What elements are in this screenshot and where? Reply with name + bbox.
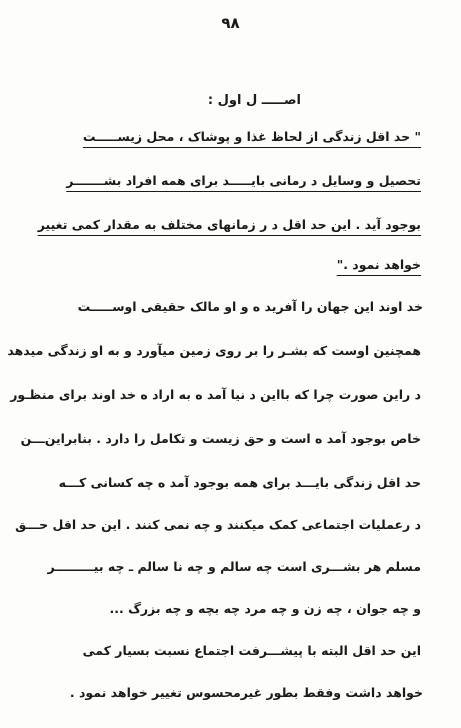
- paragraph-1-line-6: د رعملیات اجتماعی کمک میکنند و چه نمی کنند . این حد اقل حـــق: [15, 517, 421, 532]
- paragraph-1-line-3: د راین صورت چرا که بااین د نیا آمد ه به اراد ه خد اوند برای منظـور: [10, 387, 421, 402]
- paragraph-2-line-1: این حد اقل البته با پیشـــرفت اجتماع نسبت بسیار کمی: [82, 643, 421, 658]
- paragraph-1-line-2: همچنین اوست که بشـر را بر روی زمین میآورد و به او زندگی میدهد: [7, 343, 421, 358]
- paragraph-1-line-4: خاص بوجود آمد ه است و حق زیست و تکامل را دارد . بنابراین‌ـــن: [20, 431, 421, 446]
- quote-line-2: تحصیل و وسایل د رمانی بایـــــد برای همه افراد بشـــــــر: [66, 173, 421, 188]
- paragraph-1-line-1: خد اوند این جهان را آفرید ه و او مالک حقیقی اوســـــت: [77, 299, 423, 314]
- paragraph-1-line-5: حد اقل زندگی بایـــد برای همه بوجود آمد ه چه کسانی کـــه: [58, 475, 421, 490]
- paragraph-1-line-8: و چه جوان ، چه زن و چه مرد چه بچه و چه بزرگ ...: [109, 601, 421, 616]
- paragraph-1-line-7: مسلم هر بشـــری است چه سالم و چه نا سالم ـ چه بیـــــــــر: [47, 559, 421, 574]
- quote-line-4: خواهد نمود .": [336, 257, 421, 272]
- paragraph-2-line-2: خواهد داشت وفقط بطور غیرمحسوس تغییر خواهد نمود .: [69, 685, 423, 700]
- section-heading: اصـــــ ل اول :: [207, 93, 301, 108]
- quote-line-1: " حد اقل زندگی از لحاظ غذا و پوشاک ، محل زیســـــت: [82, 129, 421, 144]
- page-number: ۹۸: [221, 14, 240, 32]
- quote-line-3: بوجود آید . این حد اقل د ر زمانهای مختلف به مقدار کمی تغییر: [37, 217, 421, 232]
